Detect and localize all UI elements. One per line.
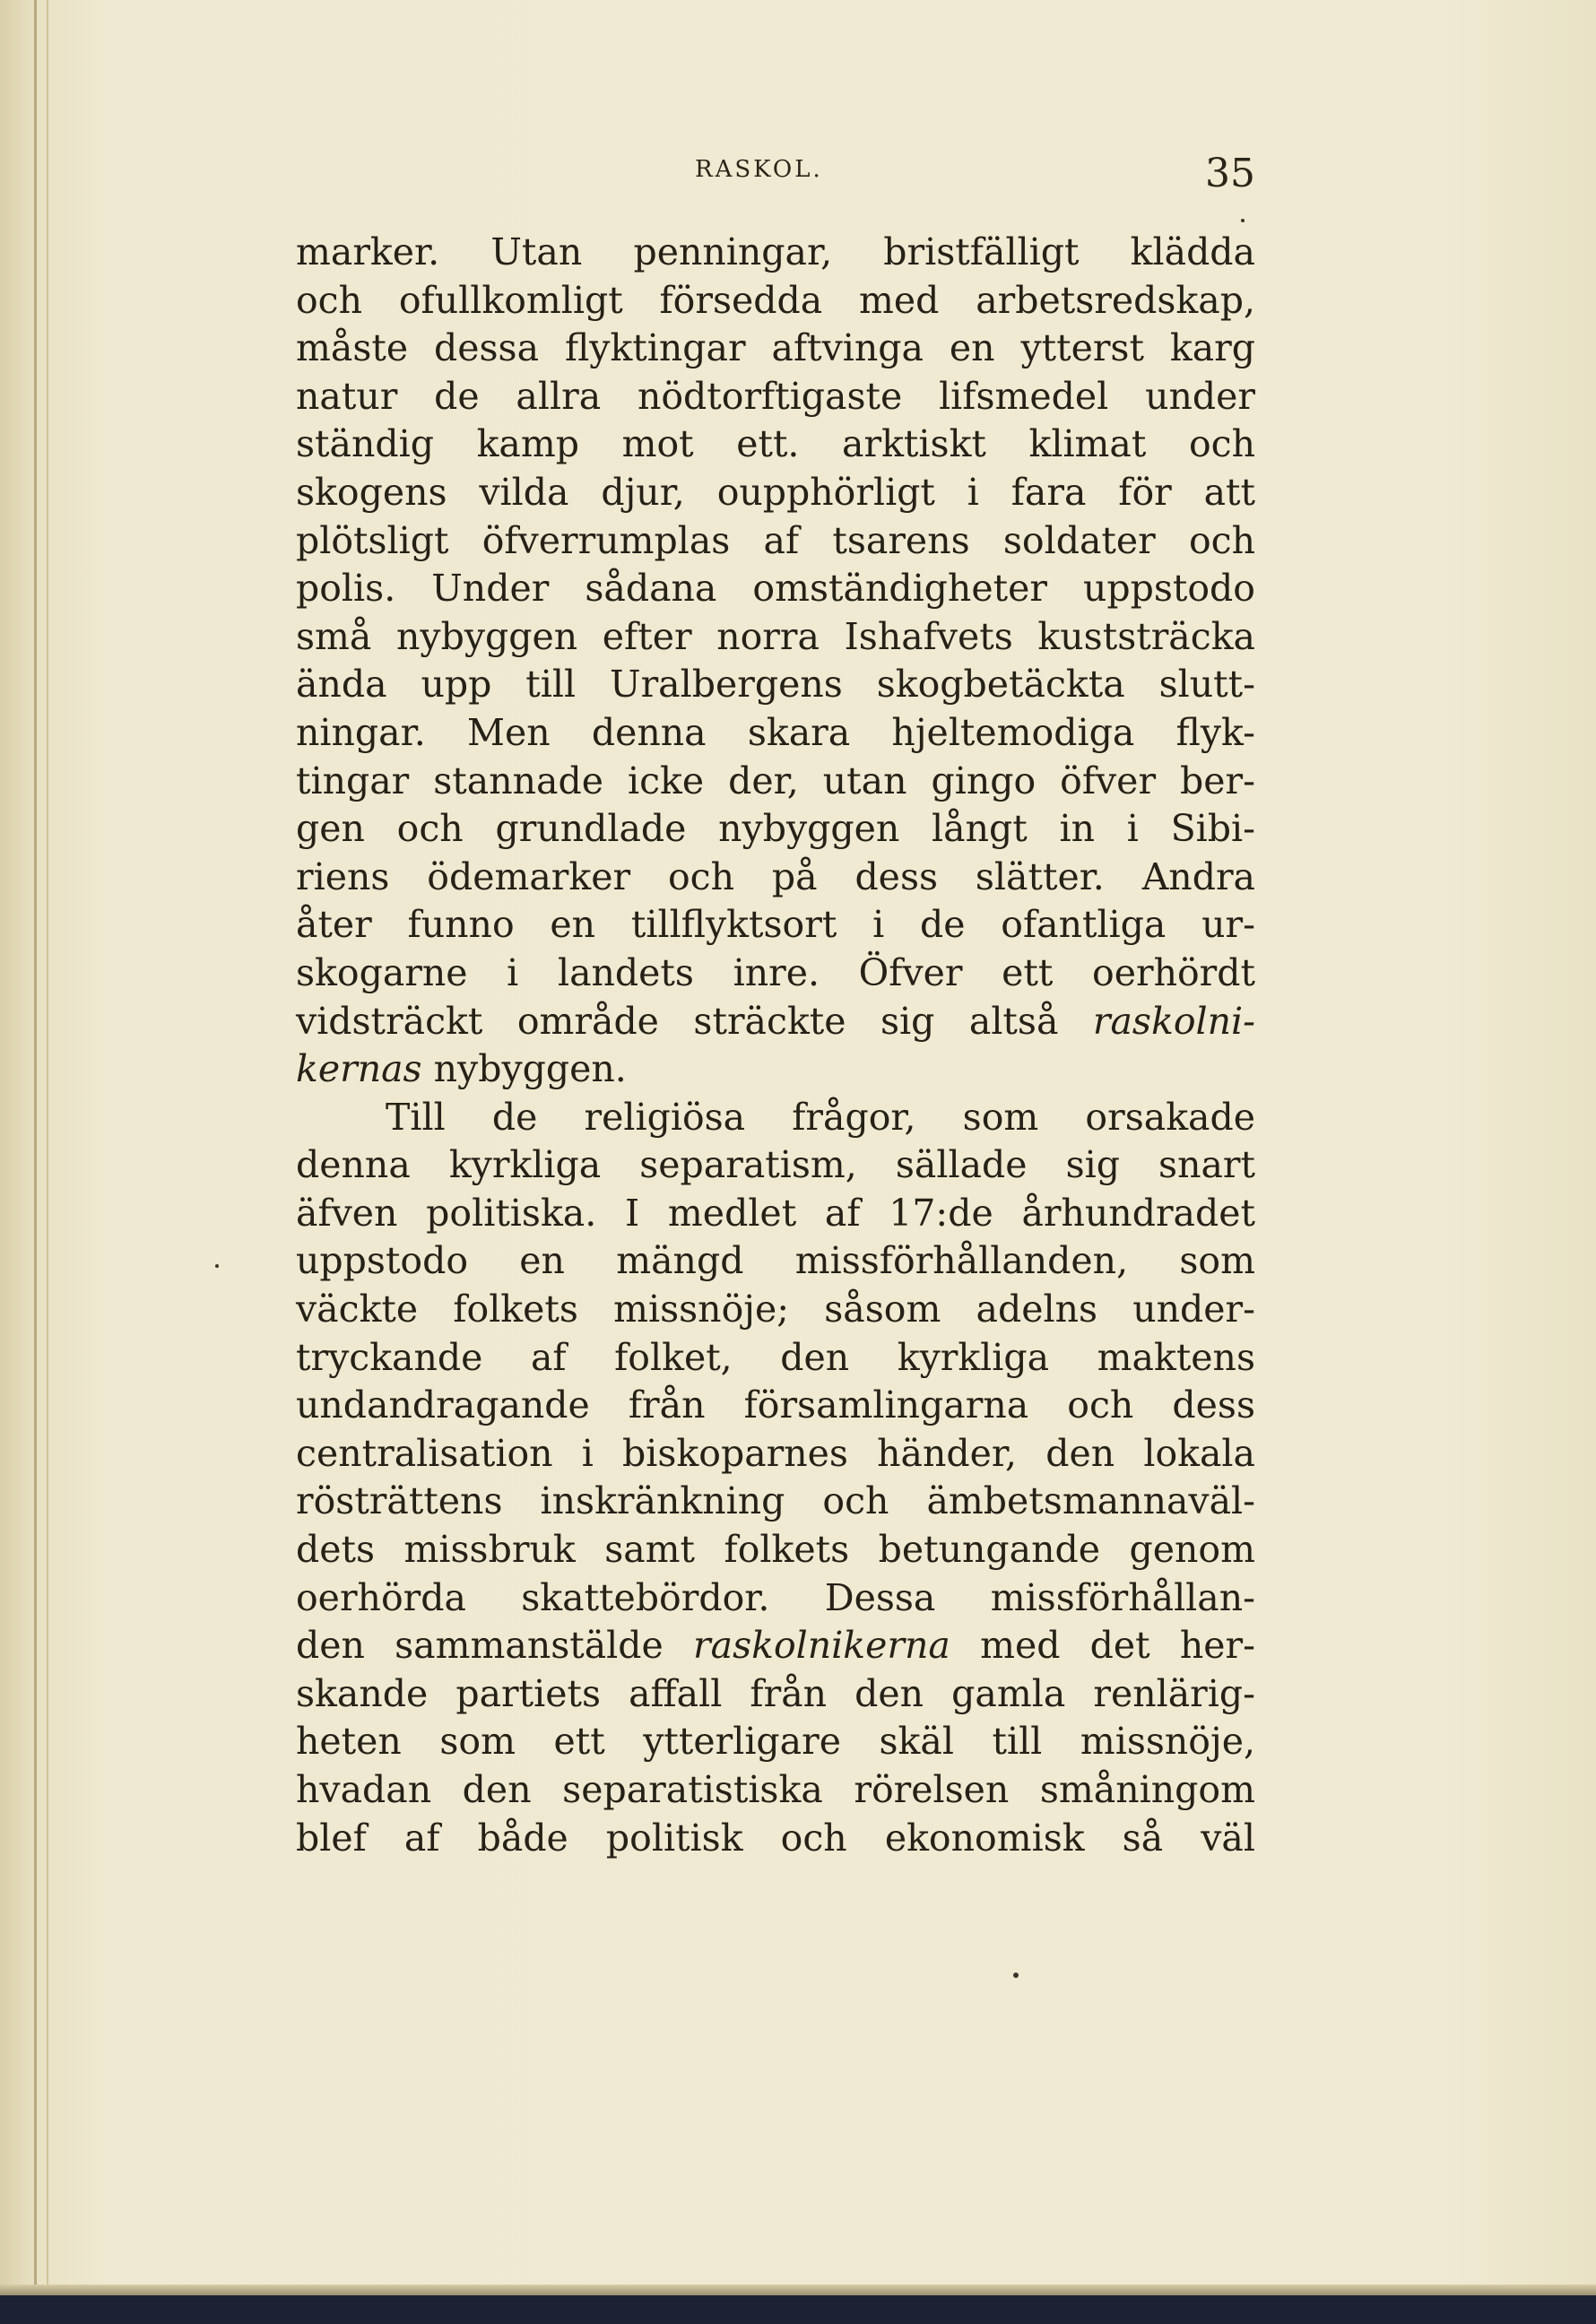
text-line: denna kyrkliga separatism, sällade sig snart <box>296 1143 1255 1187</box>
text-line: ständig kamp mot ett. arktiskt klimat och <box>296 422 1255 466</box>
text-line: måste dessa flyktingar aftvinga en ytterst karg <box>296 326 1255 370</box>
body-text <box>296 229 1255 1862</box>
text-line: uppstodo en mängd missförhållanden, som <box>296 1239 1255 1283</box>
text-line: marker. Utan penningar, bristfälligt klädda <box>296 230 1255 273</box>
text-line: gen och grundlade nybyggen långt in i Sibi- <box>296 807 1255 851</box>
text-line: polis. Under sådana omständigheter uppstodo <box>296 567 1255 611</box>
text-segment: med det her- <box>980 1624 1255 1668</box>
text-line: plötsligt öfverrumplas af tsarens soldater och <box>296 518 1255 562</box>
text-segment: vidsträckt område sträckte sig altså <box>296 999 1059 1043</box>
ink-speck <box>1241 219 1245 222</box>
text-line: blef af både politisk och ekonomisk så väl <box>296 1816 1255 1860</box>
running-head-title: RASKOL. <box>695 156 823 183</box>
text-segment: nybyggen. <box>433 1047 627 1091</box>
text-line: riens ödemarker och på dess slätter. Andra <box>296 854 1255 898</box>
text-line: skogarne i landets inre. Öfver ett oerhördt <box>296 950 1255 994</box>
page-bottom-edge <box>0 2285 1596 2295</box>
text-line: äfven politiska. I medlet af 17:de århundradet <box>296 1191 1255 1235</box>
text-line: natur de allra nödtorftigaste lifsmedel under <box>296 374 1255 418</box>
text-line: rösträttens inskränkning och ämbetsmannaväl- <box>296 1479 1255 1523</box>
text-line: ningar. Men denna skara hjeltemodiga flyk- <box>296 710 1255 754</box>
page-gutter-fold <box>47 0 48 2295</box>
text-line: ända upp till Uralbergens skogbetäckta slutt- <box>296 663 1255 707</box>
page-gutter-edge <box>34 0 37 2295</box>
ink-speck <box>215 1264 219 1268</box>
text-line: tryckande af folket, den kyrkliga maktens <box>296 1335 1255 1379</box>
text-line-with-italic <box>296 1622 1255 1670</box>
text-line: skogens vilda djur, oupphörligt i fara för att <box>296 470 1255 514</box>
text-line: tingar stannade icke der, utan gingo öfver ber- <box>296 759 1255 802</box>
text-line: väckte folkets missnöje; såsom adelns under- <box>296 1288 1255 1331</box>
text-line-with-italic <box>296 998 1255 1046</box>
running-head <box>296 151 1255 204</box>
text-line: och ofullkomligt försedda med arbetsredskap, <box>296 278 1255 322</box>
paragraph-first-line: Till de religiösa frågor, som orsakade <box>386 1095 1255 1139</box>
text-line: centralisation i biskoparnes händer, den lokala <box>296 1431 1255 1475</box>
italic-term: kernas <box>296 1047 422 1091</box>
text-line-with-italic <box>296 1045 1255 1094</box>
text-line: heten som ett ytterligare skäl till missnöje, <box>296 1720 1255 1764</box>
text-line: undandragande från församlingarna och dess <box>296 1383 1255 1427</box>
text-line: små nybyggen efter norra Ishafvets kuststräcka <box>296 614 1255 658</box>
text-line: hvadan den separatistiska rörelsen småningom <box>296 1768 1255 1811</box>
text-line: åter funno en tillflyktsort i de ofantliga ur- <box>296 903 1255 947</box>
italic-term: raskolni- <box>1092 999 1255 1043</box>
italic-term: raskolnikerna <box>693 1624 950 1668</box>
ink-speck <box>1013 1973 1019 1978</box>
text-line: dets missbruk samt folkets betungande genom <box>296 1528 1255 1572</box>
text-line: oerhörda skattebördor. Dessa missförhållan- <box>296 1575 1255 1619</box>
text-line: skande partiets affall från den gamla renlärig- <box>296 1671 1255 1715</box>
page-number: 35 <box>1205 151 1255 196</box>
text-segment: den sammanstälde <box>296 1624 664 1668</box>
